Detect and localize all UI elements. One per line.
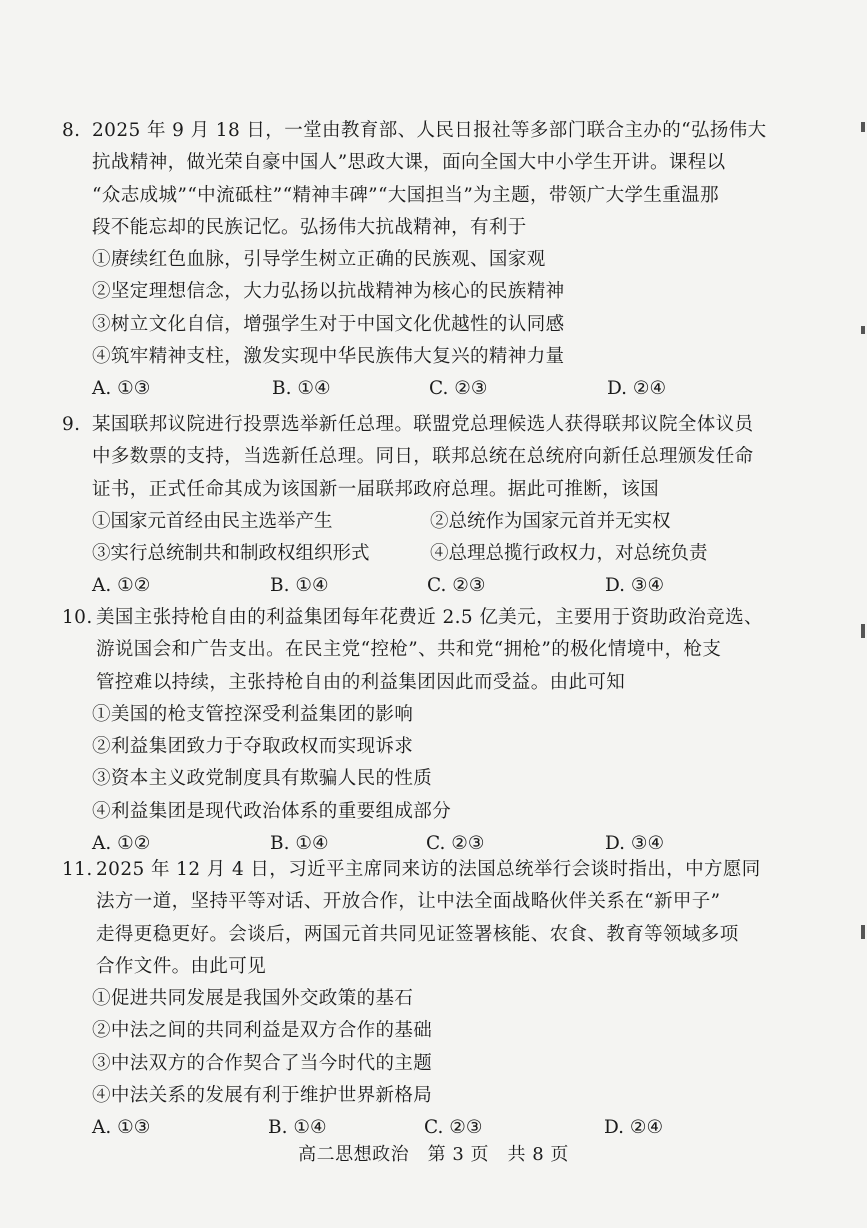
option-2: ②总统作为国家元首并无实权 bbox=[430, 510, 671, 532]
choice-b: B. ①④ bbox=[270, 833, 329, 855]
option-1: ①促进共同发展是我国外交政策的基石 bbox=[92, 988, 414, 1010]
choice-d: D. ③④ bbox=[605, 833, 665, 855]
question-number: 9. bbox=[62, 414, 81, 435]
option-4: ④总理总揽行政权力，对总统负责 bbox=[430, 543, 708, 565]
answer-choices bbox=[62, 373, 752, 405]
option-3: ③树立文化自信，增强学生对于中国文化优越性的认同感 bbox=[92, 313, 565, 335]
question-8-stem-line bbox=[62, 115, 767, 147]
option-2: ②坚定理想信念，大力弘扬以抗战精神为核心的民族精神 bbox=[92, 281, 565, 303]
choice-d: D. ②④ bbox=[604, 1117, 664, 1139]
question-10-stem-line bbox=[62, 602, 763, 634]
question-number: 8. bbox=[62, 120, 81, 141]
option-4: ④筑牢精神支柱，激发实现中华民族伟大复兴的精神力量 bbox=[92, 346, 565, 368]
stem-text: 中多数票的支持，当选新任总理。同日，联邦总统在总统府向新任总理颁发任命 bbox=[92, 446, 754, 468]
question-11-stem-line bbox=[62, 854, 761, 886]
option-3: ③资本主义政党制度具有欺骗人民的性质 bbox=[92, 768, 433, 790]
stem-text: 走得更稳更好。会谈后，两国元首共同见证签署核能、农食、教育等领域多项 bbox=[96, 923, 739, 945]
stem-text: 法方一道，坚持平等对话、开放合作，让中法全面战略伙伴关系在“新甲子” bbox=[96, 891, 721, 913]
question-9-stem-line bbox=[62, 409, 752, 441]
stem-text: 美国主张持枪自由的利益集团每年花费近 2.5 亿美元，主要用于资助政治竞选、 bbox=[96, 607, 763, 628]
scan-edge-mark bbox=[861, 925, 865, 939]
page-footer: 高二思想政治 第 3 页 共 8 页 bbox=[298, 1144, 569, 1165]
question-11 bbox=[62, 854, 761, 1144]
stem-text: 2025 年 12 月 4 日，习近平主席同来访的法国总统举行会谈时指出，中方愿同 bbox=[96, 859, 761, 880]
choice-a: A. ①② bbox=[92, 833, 151, 855]
choice-b: B. ①④ bbox=[270, 575, 329, 597]
option-4: ④利益集团是现代政治体系的重要组成部分 bbox=[92, 800, 452, 822]
option-1: ①国家元首经由民主选举产生 bbox=[92, 510, 333, 532]
choice-a: A. ①③ bbox=[92, 1117, 151, 1139]
option-2: ②利益集团致力于夺取政权而实现诉求 bbox=[92, 736, 414, 758]
option-1: ①赓续红色血脉，引导学生树立正确的民族观、国家观 bbox=[92, 249, 546, 271]
choice-d: D. ③④ bbox=[605, 575, 665, 597]
option-3: ③实行总统制共和制政权组织形式 bbox=[92, 543, 370, 565]
option-4: ④中法关系的发展有利于维护世界新格局 bbox=[92, 1085, 433, 1107]
stem-text: “众志成城”“中流砥柱”“精神丰碑”“大国担当”为主题，带领广大学生重温那 bbox=[92, 184, 719, 206]
scan-edge-mark bbox=[861, 326, 865, 334]
stem-text: 2025 年 9 月 18 日，一堂由教育部、人民日报社等多部门联合主办的“弘扬伟大 bbox=[92, 120, 767, 141]
choice-c: C. ②③ bbox=[424, 1117, 483, 1139]
question-number: 11. bbox=[62, 859, 93, 880]
scan-edge-mark bbox=[861, 624, 865, 638]
choice-c: C. ②③ bbox=[427, 575, 486, 597]
options-row-2 bbox=[62, 538, 752, 570]
choice-b: B. ①④ bbox=[272, 378, 331, 400]
stem-text: 证书，正式任命其成为该国新一届联邦政府总理。据此可推断，该国 bbox=[92, 478, 660, 500]
options-row-1 bbox=[62, 506, 752, 538]
choice-a: A. ①③ bbox=[92, 378, 151, 400]
stem-text: 管控难以持续，主张持枪自由的利益集团因此而受益。由此可知 bbox=[96, 671, 626, 693]
choice-c: C. ②③ bbox=[429, 378, 488, 400]
choice-c: C. ②③ bbox=[426, 833, 485, 855]
scan-edge-mark bbox=[861, 122, 865, 132]
question-10 bbox=[62, 602, 763, 860]
option-2: ②中法之间的共同利益是双方合作的基础 bbox=[92, 1020, 433, 1042]
option-3: ③中法双方的合作契合了当今时代的主题 bbox=[92, 1052, 433, 1074]
question-9 bbox=[62, 409, 752, 602]
choice-a: A. ①② bbox=[92, 575, 151, 597]
choice-d: D. ②④ bbox=[607, 378, 667, 400]
stem-text: 某国联邦议院进行投票选举新任总理。联盟党总理候选人获得联邦议院全体议员 bbox=[92, 414, 754, 435]
stem-text: 段不能忘却的民族记忆。弘扬伟大抗战精神，有利于 bbox=[92, 216, 527, 238]
option-1: ①美国的枪支管控深受利益集团的影响 bbox=[92, 703, 414, 725]
choice-b: B. ①④ bbox=[268, 1117, 327, 1139]
stem-text: 合作文件。由此可见 bbox=[96, 955, 267, 977]
answer-choices bbox=[62, 570, 752, 602]
stem-text: 抗战精神，做光荣自豪中国人”思政大课，面向全国大中小学生开讲。课程以 bbox=[92, 152, 726, 174]
question-8 bbox=[62, 115, 767, 405]
question-number: 10. bbox=[62, 607, 93, 628]
stem-text: 游说国会和广告支出。在民主党“控枪”、共和党“拥枪”的极化情境中，枪支 bbox=[96, 639, 722, 661]
